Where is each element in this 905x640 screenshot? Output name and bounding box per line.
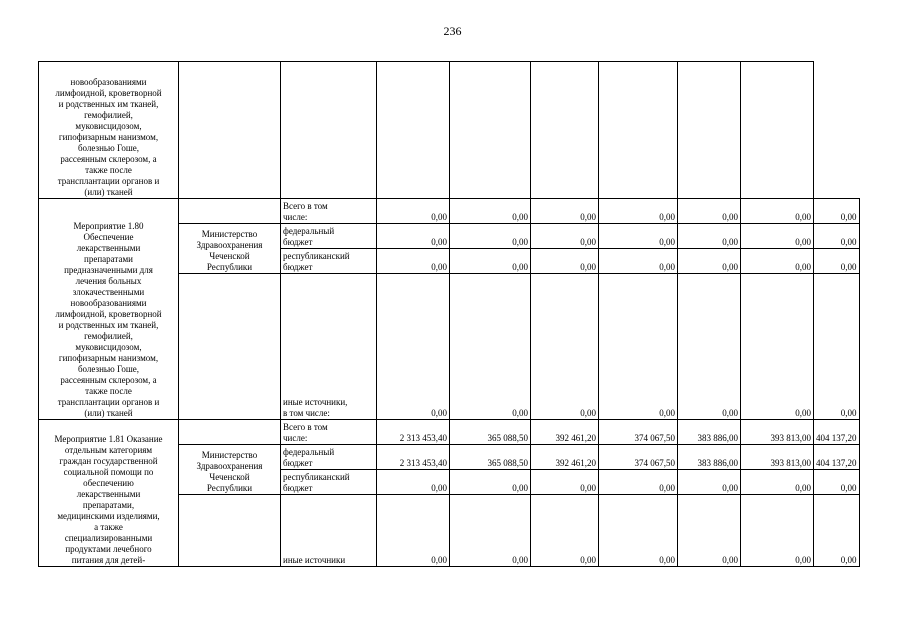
funding-source: Всего в том числе: <box>281 420 377 445</box>
amount-year: 0,00 <box>678 199 741 224</box>
amount-year: 0,00 <box>741 274 814 420</box>
amount-year: 404 137,20 <box>814 420 860 445</box>
funding-source: республиканский бюджет <box>281 470 377 495</box>
amount-year: 365 088,50 <box>450 445 531 470</box>
amount-year: 0,00 <box>531 274 599 420</box>
funding-source: республиканский бюджет <box>281 249 377 274</box>
empty-cell <box>377 62 450 199</box>
empty-cell <box>741 62 814 199</box>
amount-year: 0,00 <box>531 224 599 249</box>
empty-cell <box>450 62 531 199</box>
activity-description: новообразованиями лимфоидной, кроветворной и родственных им тканей, гемофилией, муковисцидозом, гипофизарным нанизмом, болезнью Гоше, рассеянным склерозом, а также после трансплантации органов и (или) тканей <box>39 62 179 199</box>
amount-year: 0,00 <box>678 224 741 249</box>
amount-year: 0,00 <box>814 495 860 567</box>
amount-year: 0,00 <box>814 224 860 249</box>
funding-source: Всего в том числе: <box>281 199 377 224</box>
amount-total: 0,00 <box>377 199 450 224</box>
amount-year: 374 067,50 <box>599 420 678 445</box>
amount-year: 0,00 <box>531 495 599 567</box>
amount-year: 0,00 <box>678 274 741 420</box>
amount-total: 0,00 <box>377 470 450 495</box>
amount-year: 0,00 <box>450 470 531 495</box>
empty-cell <box>599 62 678 199</box>
amount-year: 0,00 <box>814 470 860 495</box>
funding-source: федеральный бюджет <box>281 445 377 470</box>
amount-year: 0,00 <box>814 249 860 274</box>
empty-cell <box>281 62 377 199</box>
amount-year: 0,00 <box>814 199 860 224</box>
amount-year: 393 813,00 <box>741 420 814 445</box>
amount-year: 392 461,20 <box>531 420 599 445</box>
amount-year: 0,00 <box>678 470 741 495</box>
table-row <box>39 420 860 445</box>
empty-cell <box>179 199 281 224</box>
amount-year: 0,00 <box>450 199 531 224</box>
amount-year: 365 088,50 <box>450 420 531 445</box>
amount-total: 0,00 <box>377 224 450 249</box>
amount-year: 0,00 <box>531 470 599 495</box>
amount-year: 0,00 <box>531 199 599 224</box>
amount-year: 0,00 <box>450 495 531 567</box>
amount-year: 0,00 <box>450 249 531 274</box>
amount-year: 0,00 <box>599 224 678 249</box>
responsible-organization: Министерство Здравоохранения Чеченской Республики <box>179 445 281 495</box>
responsible-organization: Министерство Здравоохранения Чеченской Республики <box>179 224 281 274</box>
amount-year: 0,00 <box>741 224 814 249</box>
amount-total: 0,00 <box>377 249 450 274</box>
amount-year: 0,00 <box>450 224 531 249</box>
amount-total: 2 313 453,40 <box>377 420 450 445</box>
amount-year: 0,00 <box>741 470 814 495</box>
amount-year: 383 886,00 <box>678 420 741 445</box>
amount-year: 0,00 <box>741 199 814 224</box>
activity-description: Мероприятие 1.81 Оказание отдельным категориям граждан государственной социальной помощи по обеспечению лекарственными препаратами, медицинскими изделиями, а также специализированными продуктами лечебного питания для детей- <box>39 420 179 567</box>
funding-table <box>38 61 860 567</box>
amount-year: 0,00 <box>599 274 678 420</box>
empty-cell <box>179 62 281 199</box>
amount-year: 0,00 <box>599 199 678 224</box>
amount-year: 374 067,50 <box>599 445 678 470</box>
amount-year: 0,00 <box>450 274 531 420</box>
empty-cell <box>179 420 281 445</box>
funding-source: иные источники, в том числе: <box>281 274 377 420</box>
amount-year: 0,00 <box>741 495 814 567</box>
empty-cell <box>678 62 741 199</box>
amount-year: 0,00 <box>678 249 741 274</box>
empty-cell <box>531 62 599 199</box>
amount-year: 383 886,00 <box>678 445 741 470</box>
funding-source: федеральный бюджет <box>281 224 377 249</box>
amount-total: 0,00 <box>377 495 450 567</box>
amount-year: 0,00 <box>599 470 678 495</box>
amount-year: 393 813,00 <box>741 445 814 470</box>
amount-year: 392 461,20 <box>531 445 599 470</box>
empty-cell <box>179 495 281 567</box>
amount-year: 0,00 <box>531 249 599 274</box>
amount-year: 0,00 <box>741 249 814 274</box>
amount-year: 0,00 <box>599 495 678 567</box>
empty-cell <box>179 274 281 420</box>
amount-year: 404 137,20 <box>814 445 860 470</box>
table-row <box>39 199 860 224</box>
amount-year: 0,00 <box>599 249 678 274</box>
amount-year: 0,00 <box>678 495 741 567</box>
activity-description: Мероприятие 1.80 Обеспечение лекарственными препаратами предназначенными для лечения больных злокачественными новообразованиями лимфоидной, кроветворной и родственных им тканей, гемофилией, муковисцидозом, гипофизарным нанизмом, болезнью Гоше, рассеянным склерозом, а также после трансплантации органов и (или) тканей <box>39 199 179 420</box>
amount-year: 0,00 <box>814 274 860 420</box>
page-number: 236 <box>443 24 462 38</box>
amount-total: 0,00 <box>377 274 450 420</box>
table-row <box>39 62 860 199</box>
funding-source: иные источники <box>281 495 377 567</box>
amount-total: 2 313 453,40 <box>377 445 450 470</box>
